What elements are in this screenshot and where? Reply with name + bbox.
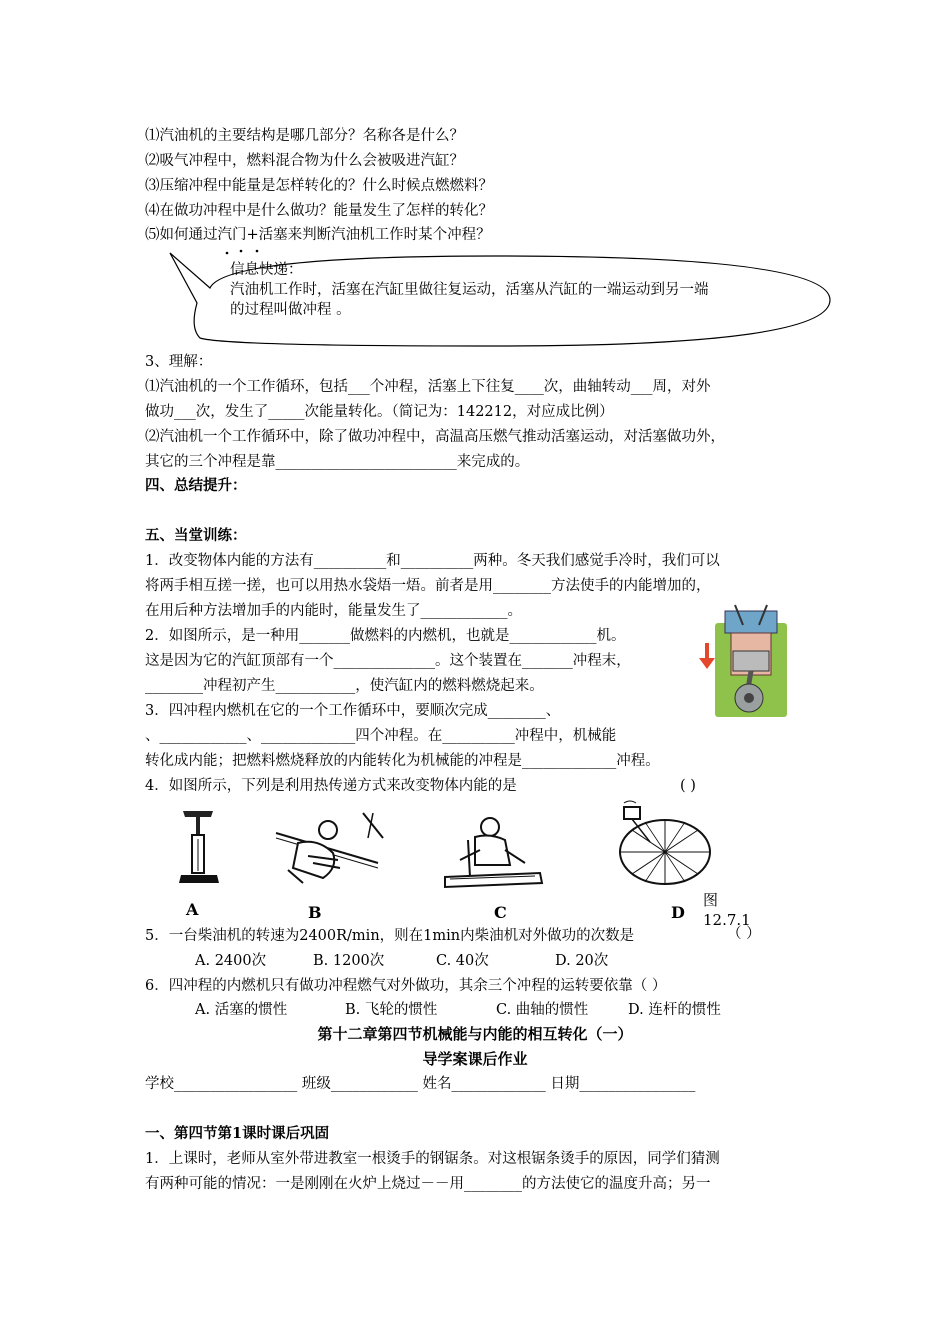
exercise-5-option-d: D. 20次 (555, 953, 609, 969)
exercise-3-line3: 转化成内能；把燃料燃烧释放的内能转化为机械能的冲程是_____________冲程。 (145, 753, 660, 769)
exercise-5-option-a: A. 2400次 (195, 953, 267, 969)
info-title: 信息快递： (230, 262, 303, 278)
exercise-4-answer: ( ) (680, 778, 696, 794)
figure-label-a: A (186, 900, 199, 919)
exercise-5: 5．一台柴油机的转速为2400R/min，则在1min内柴油机对外做功的次数是 (145, 928, 635, 944)
question-3: ⑶压缩冲程中能量是怎样转化的？什么时候点燃燃料？ (145, 178, 493, 194)
understand-q1-line2: 做功___次，发生了_____次能量转化。（简记为：142212，对应成比例） (145, 404, 614, 420)
exercise-2-line2: 这是因为它的汽缸顶部有一个______________。这个装置在_______冲程末， (145, 653, 631, 669)
exercise-1-line1: 1．改变物体内能的方法有__________和__________两种。冬天我们感觉手冷时，我们可以 (145, 553, 720, 569)
exercise-5-option-c: C. 40次 (436, 953, 489, 969)
figure-d-solar-cooker-icon (610, 797, 720, 892)
exercise-6-option-b: B. 飞轮的惯性 (345, 1002, 438, 1018)
question-4: ⑷在做功冲程中是什么做功？能量发生了怎样的转化？ (145, 203, 493, 219)
exercise-4: 4．如图所示，下列是利用热传递方式来改变物体内能的是 (145, 778, 517, 794)
exercise-3-line1: 3．四冲程内燃机在它的一个工作循环中，要顺次完成________、 (145, 703, 561, 719)
figure-label-d: D (671, 903, 685, 922)
exercise-1-line2: 将两手相互搓一搓，也可以用热水袋焐一焐。前者是用________方法使手的内能增加的， (145, 578, 711, 594)
section-summary: 四、总结提升： (145, 477, 247, 494)
exercise-6-option-c: C. 曲轴的惯性 (496, 1002, 589, 1018)
homework-q1-line1: 1．上课时，老师从室外带进教室一根烫手的钢锯条。对这根锯条烫手的原因，同学们猜测 (145, 1151, 720, 1167)
figure-c-fire-drill-icon (430, 815, 555, 890)
exercise-1-line3: 在用后种方法增加手的内能时，能量发生了____________。 (145, 603, 522, 619)
figure-label-c: C (494, 903, 507, 922)
homework-title: 第十二章第四节机械能与内能的相互转化（一） (317, 1025, 633, 1043)
info-line-1: 汽油机工作时，活塞在汽缸里做往复运动，活塞从汽缸的一端运动到另一端 (230, 282, 709, 298)
exercise-5-option-b: B. 1200次 (313, 953, 385, 969)
figure-caption-line2: 12.7.1 (703, 911, 751, 929)
understand-heading: 3、理解： (145, 354, 213, 370)
question-1: ⑴汽油机的主要结构是哪几部分？名称各是什么？ (145, 128, 464, 144)
figure-caption-line1: 图 (703, 891, 719, 909)
figure-a-pump-icon (175, 805, 225, 887)
exercise-3-line2: 、____________、_____________四个冲程。在__________冲程中，机械能 (145, 728, 617, 744)
student-info-fields: 学校_________________ 班级____________ 姓名_____________ 日期________________ (145, 1076, 696, 1092)
exercise-6-option-a: A. 活塞的惯性 (195, 1002, 288, 1018)
question-2: ⑵吸气冲程中，燃料混合物为什么会被吸进汽缸？ (145, 153, 464, 169)
exercise-6: 6．四冲程的内燃机只有做功冲程燃气对外做功，其余三个冲程的运转要依靠（ ） (145, 978, 667, 994)
understand-q2-line2: 其它的三个冲程是靠_________________________来完成的。 (145, 454, 530, 470)
section-practice: 五、当堂训练： (145, 527, 247, 544)
info-line-2: 的过程叫做冲程 。 (230, 302, 351, 318)
exercise-2-line3: ________冲程初产生___________，使汽缸内的燃料燃烧起来。 (145, 678, 544, 694)
exercise-2-line1: 2．如图所示，是一种用_______做燃料的内燃机，也就是____________机。 (145, 628, 626, 644)
figure-b-slide-icon (268, 808, 393, 888)
homework-subtitle: 导学案课后作业 (422, 1050, 528, 1068)
exercise-6-option-d: D. 连杆的惯性 (628, 1002, 721, 1018)
figure-label-b: B (308, 903, 322, 922)
homework-q1-line2: 有两种可能的情况：一是刚刚在火炉上烧过－－用________的方法使它的温度升高；另一 (145, 1176, 711, 1192)
homework-section-1: 一、第四节第1课时课后巩固 (145, 1125, 330, 1142)
understand-q2-line1: ⑵汽油机一个工作循环中，除了做功冲程中，高温高压燃气推动活塞运动，对活塞做功外， (145, 429, 725, 445)
question-5: ⑸如何通过汽门+活塞来判断汽油机工作时某个冲程？ (145, 227, 491, 243)
exercise-5-answer: （ ） (727, 926, 761, 942)
engine-illustration (695, 603, 790, 718)
understand-q1-line1: ⑴汽油机的一个工作循环，包括___个冲程，活塞上下往复____次，曲轴转动___周，对外 (145, 379, 711, 395)
